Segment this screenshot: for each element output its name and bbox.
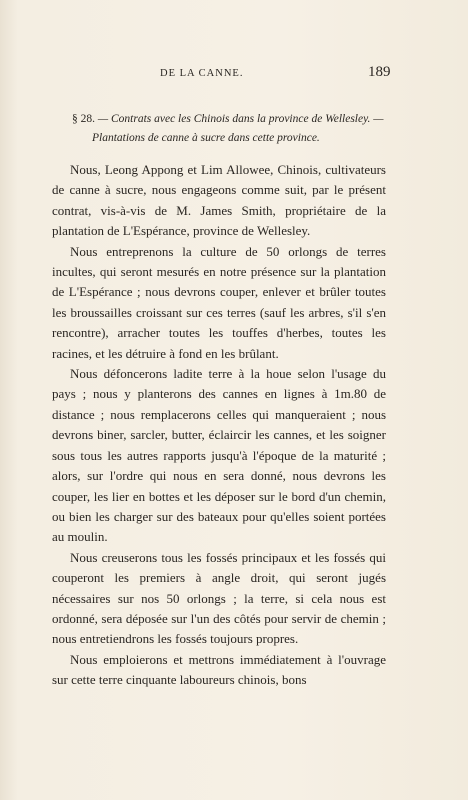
paragraph-3: Nous défoncerons ladite terre à la houe selon l'usage du pays ; nous y planterons des cannes en lignes à 1m.80 de distance ; nous remplacerons celles qui manqueraient ; nous devrons biner, sarcler, butter, éclaircir les cannes, et les soigner sous tous les autres rapports jusqu'à l'époque de la maturité ; alors, sur l'ordre qui nous en sera donné, nous devrons les couper, les lier en bottes et les déposer sur le bord d'un chemin, ou bien les charger sur des bateaux pour qu'elles soient portées au moulin. <box>52 366 386 545</box>
body-text <box>52 160 386 691</box>
section-number: § 28. <box>72 113 95 125</box>
page-number: 189 <box>368 64 391 80</box>
paragraph-4: Nous creuserons tous les fossés principaux et les fossés qui couperont les premiers à angle droit, qui seront jugés nécessaires sur nos 50 orlongs ; la terre, si cela nous est ordonné, sera déposée sur l'un des côtés pour servir de chemin ; nous entretiendrons les fossés toujours propres. <box>52 549 386 647</box>
section-title-line2: Plantations de canne à sucre dans cette province. <box>92 132 320 144</box>
section-title-line1: — Contrats avec les Chinois dans la province de Wellesley. — <box>97 113 384 125</box>
running-head: DE LA CANNE. <box>160 68 244 79</box>
section-heading <box>72 110 392 148</box>
paragraph-5: Nous emploierons et mettrons immédiatement à l'ouvrage sur cette terre cinquante laboureurs chinois, bons <box>52 651 386 688</box>
paragraph-1: Nous, Leong Appong et Lim Allowee, Chinois, cultivateurs de canne à sucre, nous engageons comme suit, par le présent contrat, vis-à-vis de M. James Smith, propriétaire de la plantation de L'Espérance, province de Wellesley. <box>52 162 386 239</box>
paragraph-2: Nous entreprenons la culture de 50 orlongs de terres incultes, qui seront mesurés en notre présence sur la plantation de L'Espérance ; nous devrons couper, enlever et brûler toutes les broussailles croissant sur ces terres (sauf les arbres, s'il s'en rencontre), arracher toutes les touffes d'herbes, toutes les racines, et les détruire à fond en les brûlant. <box>52 243 386 361</box>
